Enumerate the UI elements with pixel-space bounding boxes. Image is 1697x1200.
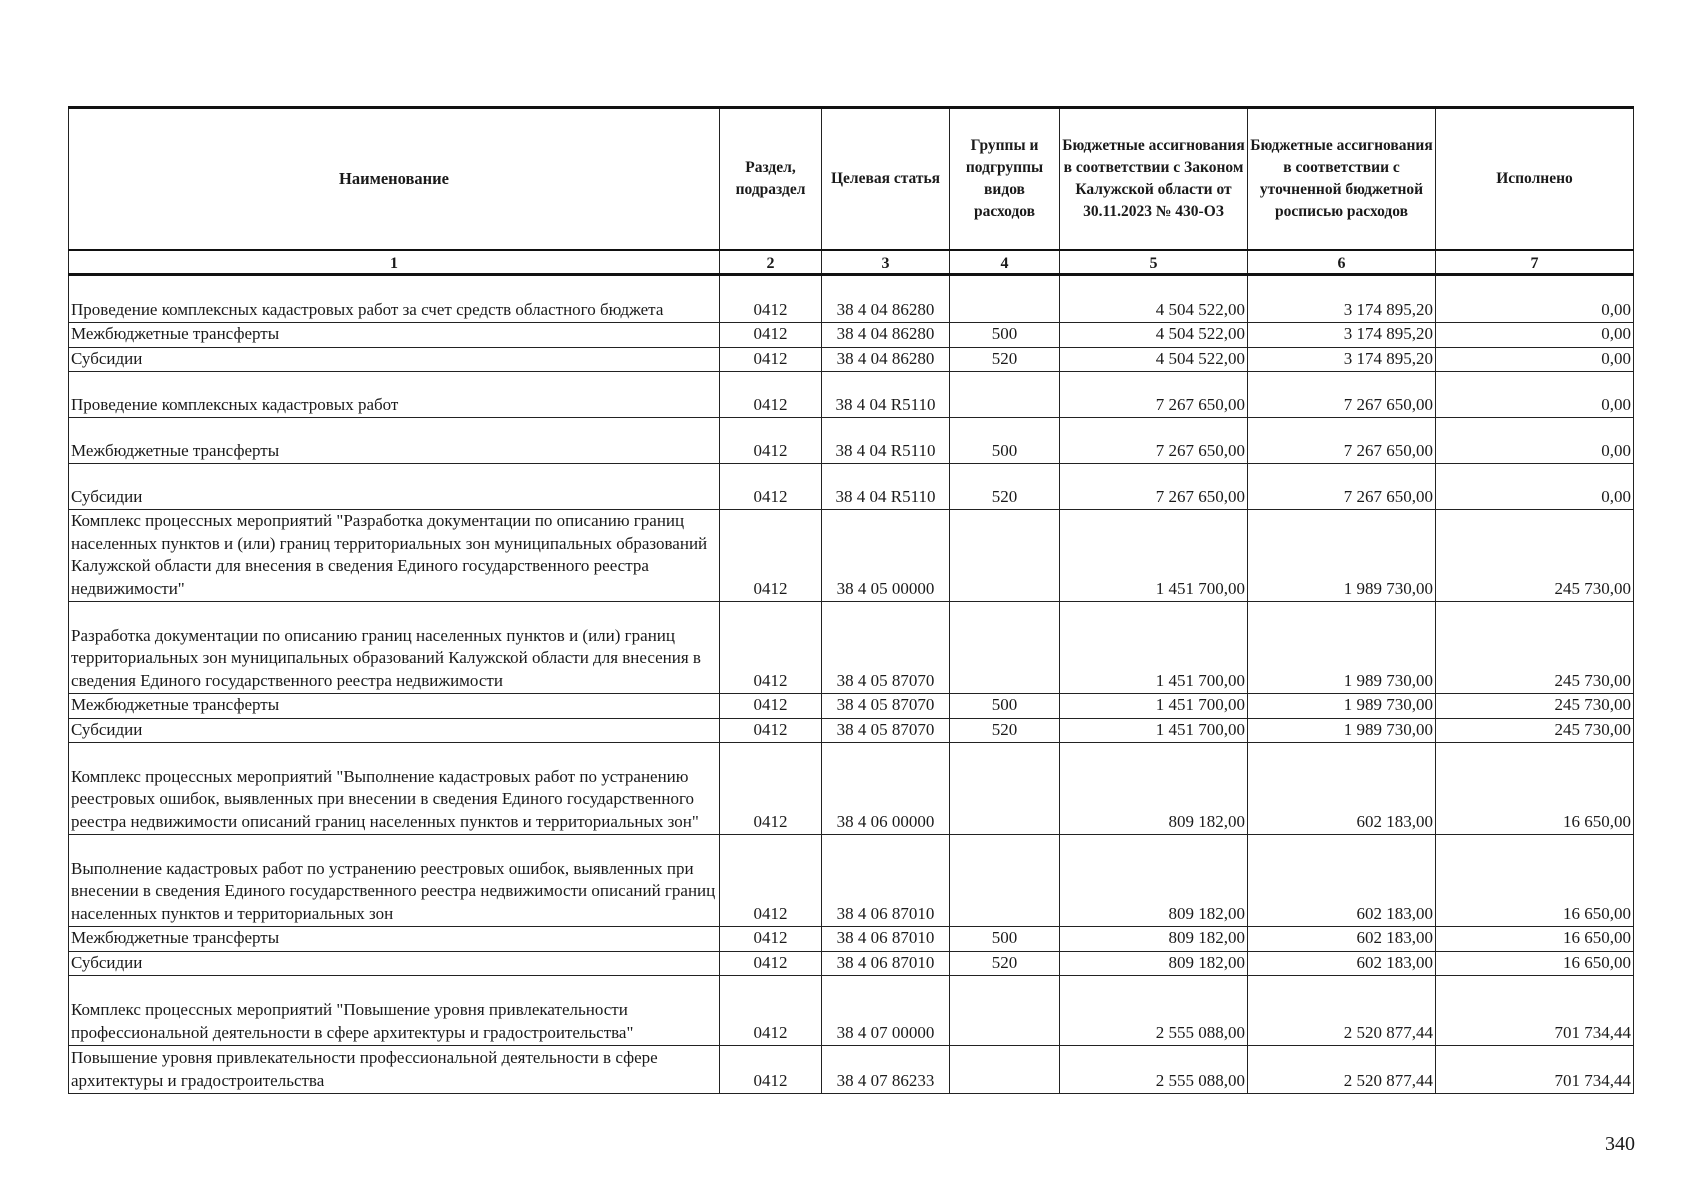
- column-number-row: [69, 250, 1634, 275]
- row-section: 0412: [720, 464, 822, 510]
- row-name: Субсидии: [69, 951, 720, 976]
- row-article: 38 4 05 87070: [822, 602, 950, 694]
- row-name: Проведение комплексных кадастровых работ: [69, 372, 720, 418]
- row-group: 520: [950, 464, 1060, 510]
- row-executed-amount: 0,00: [1436, 323, 1634, 348]
- row-plan-amount: 2 520 877,44: [1248, 1046, 1436, 1094]
- row-name: Межбюджетные трансферты: [69, 694, 720, 719]
- row-law-amount: 2 555 088,00: [1060, 976, 1248, 1046]
- row-executed-amount: 16 650,00: [1436, 927, 1634, 952]
- table-row: [69, 951, 1634, 976]
- row-group: [950, 1046, 1060, 1094]
- row-plan-amount: 7 267 650,00: [1248, 372, 1436, 418]
- row-group: 500: [950, 418, 1060, 464]
- row-law-amount: 2 555 088,00: [1060, 1046, 1248, 1094]
- column-number: 5: [1060, 250, 1248, 275]
- row-law-amount: 4 504 522,00: [1060, 323, 1248, 348]
- row-section: 0412: [720, 510, 822, 602]
- row-law-amount: 7 267 650,00: [1060, 464, 1248, 510]
- table-row: [69, 464, 1634, 510]
- row-group: 500: [950, 323, 1060, 348]
- row-article: 38 4 05 87070: [822, 694, 950, 719]
- row-executed-amount: 245 730,00: [1436, 718, 1634, 743]
- row-law-amount: 809 182,00: [1060, 951, 1248, 976]
- row-section: 0412: [720, 718, 822, 743]
- row-group: 520: [950, 718, 1060, 743]
- row-article: 38 4 04 R5110: [822, 372, 950, 418]
- budget-table: [68, 106, 1634, 1094]
- row-name: Субсидии: [69, 464, 720, 510]
- row-group: [950, 372, 1060, 418]
- row-law-amount: 1 451 700,00: [1060, 510, 1248, 602]
- row-law-amount: 7 267 650,00: [1060, 418, 1248, 464]
- header-law-appropriations: Бюджетные ассигнования в соответствии с Законом Калужской области от 30.11.2023 № 430-ОЗ: [1060, 108, 1248, 251]
- row-name: Комплекс процессных мероприятий "Повышение уровня привлекательности профессиональной деятельности в сфере архитектуры и градостроительства": [69, 976, 720, 1046]
- header-section: Раздел, подраздел: [720, 108, 822, 251]
- row-name: Повышение уровня привлекательности профессиональной деятельности в сфере архитектуры и градостроительства: [69, 1046, 720, 1094]
- row-group: [950, 275, 1060, 323]
- row-section: 0412: [720, 347, 822, 372]
- row-law-amount: 4 504 522,00: [1060, 275, 1248, 323]
- row-section: 0412: [720, 323, 822, 348]
- row-article: 38 4 04 R5110: [822, 464, 950, 510]
- table-row: [69, 418, 1634, 464]
- table-row: [69, 275, 1634, 323]
- column-number: 7: [1436, 250, 1634, 275]
- row-executed-amount: 701 734,44: [1436, 976, 1634, 1046]
- row-name: Разработка документации по описанию границ населенных пунктов и (или) границ территориальных зон муниципальных образований Калужской области для внесения в сведения Единого государственного реестра недвижимости: [69, 602, 720, 694]
- table-row: [69, 372, 1634, 418]
- row-law-amount: 1 451 700,00: [1060, 718, 1248, 743]
- row-plan-amount: 602 183,00: [1248, 927, 1436, 952]
- row-executed-amount: 16 650,00: [1436, 835, 1634, 927]
- row-law-amount: 809 182,00: [1060, 743, 1248, 835]
- row-plan-amount: 1 989 730,00: [1248, 510, 1436, 602]
- row-plan-amount: 2 520 877,44: [1248, 976, 1436, 1046]
- row-section: 0412: [720, 694, 822, 719]
- row-article: 38 4 06 00000: [822, 743, 950, 835]
- row-section: 0412: [720, 372, 822, 418]
- row-plan-amount: 3 174 895,20: [1248, 347, 1436, 372]
- row-article: 38 4 07 00000: [822, 976, 950, 1046]
- page-number: 340: [1605, 1133, 1635, 1155]
- table-row: [69, 835, 1634, 927]
- table-row: [69, 602, 1634, 694]
- table-row: [69, 743, 1634, 835]
- row-article: 38 4 05 87070: [822, 718, 950, 743]
- row-executed-amount: 0,00: [1436, 275, 1634, 323]
- column-number: 1: [69, 250, 720, 275]
- row-name: Субсидии: [69, 718, 720, 743]
- table-row: [69, 1046, 1634, 1094]
- row-name: Межбюджетные трансферты: [69, 927, 720, 952]
- row-law-amount: 809 182,00: [1060, 835, 1248, 927]
- row-executed-amount: 245 730,00: [1436, 510, 1634, 602]
- row-name: Межбюджетные трансферты: [69, 418, 720, 464]
- row-group: [950, 835, 1060, 927]
- row-section: 0412: [720, 275, 822, 323]
- row-name: Межбюджетные трансферты: [69, 323, 720, 348]
- row-executed-amount: 701 734,44: [1436, 1046, 1634, 1094]
- row-article: 38 4 05 00000: [822, 510, 950, 602]
- header-article: Целевая статья: [822, 108, 950, 251]
- row-group: [950, 976, 1060, 1046]
- row-law-amount: 7 267 650,00: [1060, 372, 1248, 418]
- row-group: [950, 602, 1060, 694]
- row-group: 520: [950, 951, 1060, 976]
- row-executed-amount: 245 730,00: [1436, 602, 1634, 694]
- row-name: Выполнение кадастровых работ по устранению реестровых ошибок, выявленных при внесении в сведения Единого государственного реестра недвижимости описаний границ населенных пунктов и территориальных зон: [69, 835, 720, 927]
- column-number: 4: [950, 250, 1060, 275]
- table-row: [69, 510, 1634, 602]
- header-group: Группы и подгруппы видов расходов: [950, 108, 1060, 251]
- row-section: 0412: [720, 976, 822, 1046]
- row-name: Комплекс процессных мероприятий "Разработка документации по описанию границ населенных пунктов и (или) границ территориальных зон муниципальных образований Калужской области для внесения в сведения Единого государственного реестра недвижимости": [69, 510, 720, 602]
- table-body: [69, 275, 1634, 1094]
- row-group: 520: [950, 347, 1060, 372]
- row-section: 0412: [720, 418, 822, 464]
- row-plan-amount: 1 989 730,00: [1248, 694, 1436, 719]
- header-plan-appropriations: Бюджетные ассигнования в соответствии с уточненной бюджетной росписью расходов: [1248, 108, 1436, 251]
- table-header-row: [69, 108, 1634, 251]
- column-number: 2: [720, 250, 822, 275]
- table-row: [69, 323, 1634, 348]
- row-plan-amount: 602 183,00: [1248, 743, 1436, 835]
- row-plan-amount: 1 989 730,00: [1248, 718, 1436, 743]
- row-law-amount: 809 182,00: [1060, 927, 1248, 952]
- row-article: 38 4 04 86280: [822, 347, 950, 372]
- column-number: 6: [1248, 250, 1436, 275]
- row-executed-amount: 0,00: [1436, 372, 1634, 418]
- header-executed: Исполнено: [1436, 108, 1634, 251]
- row-group: [950, 510, 1060, 602]
- row-name: Субсидии: [69, 347, 720, 372]
- row-group: [950, 743, 1060, 835]
- table-row: [69, 718, 1634, 743]
- row-article: 38 4 04 86280: [822, 323, 950, 348]
- header-name: Наименование: [69, 108, 720, 251]
- row-name: Комплекс процессных мероприятий "Выполнение кадастровых работ по устранению реестровых ошибок, выявленных при внесении в сведения Единого государственного реестра недвижимости описаний границ населенных пунктов и территориальных зон": [69, 743, 720, 835]
- row-plan-amount: 602 183,00: [1248, 951, 1436, 976]
- row-executed-amount: 0,00: [1436, 464, 1634, 510]
- row-article: 38 4 07 86233: [822, 1046, 950, 1094]
- table-row: [69, 347, 1634, 372]
- row-law-amount: 4 504 522,00: [1060, 347, 1248, 372]
- row-section: 0412: [720, 927, 822, 952]
- row-article: 38 4 04 R5110: [822, 418, 950, 464]
- row-executed-amount: 0,00: [1436, 418, 1634, 464]
- row-law-amount: 1 451 700,00: [1060, 694, 1248, 719]
- table-row: [69, 927, 1634, 952]
- row-plan-amount: 3 174 895,20: [1248, 323, 1436, 348]
- row-plan-amount: 3 174 895,20: [1248, 275, 1436, 323]
- column-number: 3: [822, 250, 950, 275]
- row-law-amount: 1 451 700,00: [1060, 602, 1248, 694]
- row-plan-amount: 7 267 650,00: [1248, 464, 1436, 510]
- row-article: 38 4 06 87010: [822, 927, 950, 952]
- row-plan-amount: 7 267 650,00: [1248, 418, 1436, 464]
- row-article: 38 4 06 87010: [822, 835, 950, 927]
- row-section: 0412: [720, 1046, 822, 1094]
- row-name: Проведение комплексных кадастровых работ за счет средств областного бюджета: [69, 275, 720, 323]
- table-row: [69, 976, 1634, 1046]
- row-plan-amount: 1 989 730,00: [1248, 602, 1436, 694]
- row-group: 500: [950, 694, 1060, 719]
- row-executed-amount: 16 650,00: [1436, 951, 1634, 976]
- row-section: 0412: [720, 743, 822, 835]
- table-row: [69, 694, 1634, 719]
- row-section: 0412: [720, 835, 822, 927]
- row-executed-amount: 16 650,00: [1436, 743, 1634, 835]
- row-section: 0412: [720, 951, 822, 976]
- row-executed-amount: 0,00: [1436, 347, 1634, 372]
- row-article: 38 4 04 86280: [822, 275, 950, 323]
- row-article: 38 4 06 87010: [822, 951, 950, 976]
- row-group: 500: [950, 927, 1060, 952]
- row-plan-amount: 602 183,00: [1248, 835, 1436, 927]
- row-executed-amount: 245 730,00: [1436, 694, 1634, 719]
- row-section: 0412: [720, 602, 822, 694]
